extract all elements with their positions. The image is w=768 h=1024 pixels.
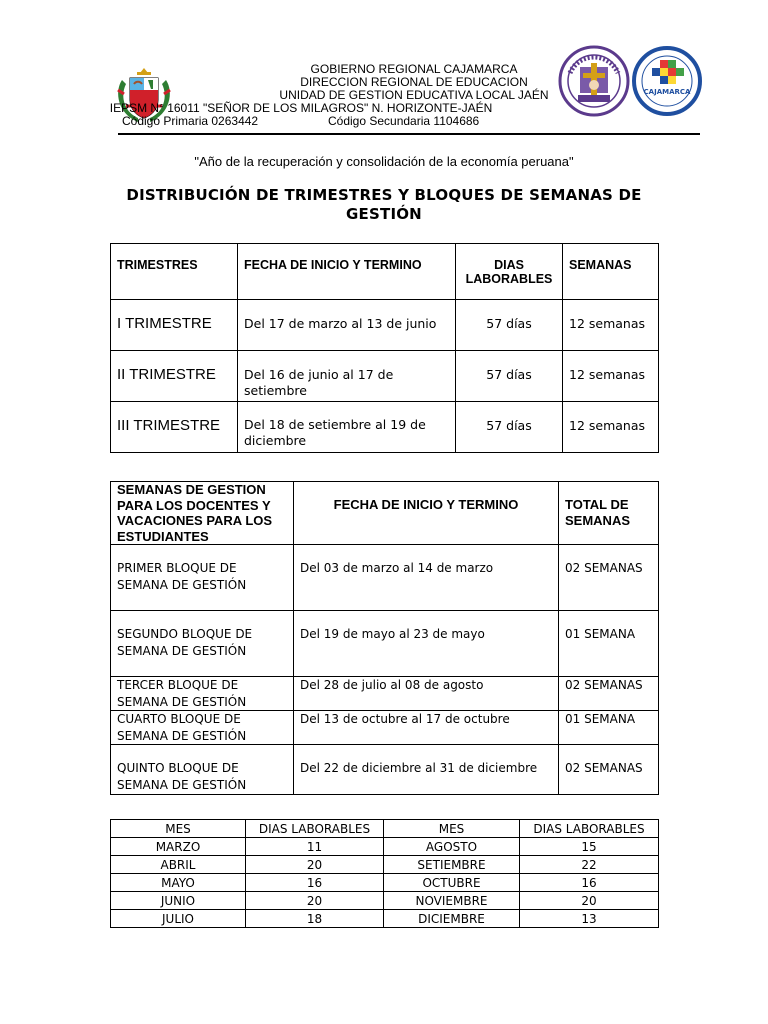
mes-cell: MARZO [111, 838, 246, 856]
bloque-total: 02 SEMANAS [559, 545, 659, 611]
trimestre-days: 57 días [456, 300, 563, 351]
header-fecha: FECHA DE INICIO Y TERMINO [294, 482, 559, 545]
header-mes: MES [384, 820, 520, 838]
bloque-total: 01 SEMANA [559, 711, 659, 745]
table-row [111, 910, 659, 928]
trimestre-name: I TRIMESTRE [111, 300, 238, 351]
bloque-dates: Del 03 de marzo al 14 de marzo [294, 545, 559, 611]
table-header-row [111, 482, 659, 545]
dias-cell: 13 [520, 910, 659, 928]
bloque-name: CUARTO BLOQUE DE SEMANA DE GESTIÓN [111, 711, 294, 745]
mes-cell: MAYO [111, 874, 246, 892]
header-divider [118, 133, 700, 135]
ugel-cajamarca-logo-icon [632, 46, 702, 116]
table-row [111, 677, 659, 711]
trimestre-dates: Del 16 de junio al 17 de setiembre [238, 351, 456, 402]
mes-cell: OCTUBRE [384, 874, 520, 892]
dias-cell: 15 [520, 838, 659, 856]
header-dias: DIAS LABORABLES [456, 244, 563, 300]
header-semanas-gestion: SEMANAS DE GESTION PARA LOS DOCENTES Y VACACIONES PARA LOS ESTUDIANTES [111, 482, 294, 545]
trimestre-days: 57 días [456, 402, 563, 453]
table-row [111, 892, 659, 910]
table-row [111, 711, 659, 745]
header-dias: DIAS LABORABLES [520, 820, 659, 838]
mes-cell: SETIEMBRE [384, 856, 520, 874]
table-row [111, 300, 659, 351]
trimestre-days: 57 días [456, 351, 563, 402]
code-primary: Código Primaria 0263442 [122, 114, 259, 128]
header-line-government: GOBIERNO REGIONAL CAJAMARCA [310, 62, 518, 76]
mes-cell: DICIEMBRE [384, 910, 520, 928]
bloque-name: SEGUNDO BLOQUE DE SEMANA DE GESTIÓN [111, 611, 294, 677]
table-header-row [111, 820, 659, 838]
mes-cell: JULIO [111, 910, 246, 928]
table-row [111, 874, 659, 892]
bloque-total: 01 SEMANA [559, 611, 659, 677]
bloque-total: 02 SEMANAS [559, 677, 659, 711]
year-motto: "Año de la recuperación y consolidación de la economía peruana" [194, 154, 574, 169]
bloque-dates: Del 19 de mayo al 23 de mayo [294, 611, 559, 677]
trimestre-name: II TRIMESTRE [111, 351, 238, 402]
header-line-school: IEPSM N° 16011 "SEÑOR DE LOS MILAGROS" N. HORIZONTE-JAÉN [109, 101, 493, 115]
header-total: TOTAL DE SEMANAS [559, 482, 659, 545]
table-row [111, 351, 659, 402]
mes-cell: AGOSTO [384, 838, 520, 856]
table-row [111, 745, 659, 795]
trimestre-weeks: 12 semanas [563, 351, 659, 402]
header-dias: DIAS LABORABLES [246, 820, 384, 838]
header-fecha: FECHA DE INICIO Y TERMINO [238, 244, 456, 300]
bloque-name: QUINTO BLOQUE DE SEMANA DE GESTIÓN [111, 745, 294, 795]
header-line-direction: DIRECCION REGIONAL DE EDUCACION [300, 75, 528, 89]
bloque-name: PRIMER BLOQUE DE SEMANA DE GESTIÓN [111, 545, 294, 611]
dias-cell: 16 [520, 874, 659, 892]
trimestre-dates: Del 18 de setiembre al 19 de diciembre [238, 402, 456, 453]
bloques-table [110, 481, 659, 795]
school-seal-icon [558, 45, 630, 117]
header-line-ugel: UNIDAD DE GESTION EDUCATIVA LOCAL JAÉN [279, 88, 549, 102]
dias-cell: 20 [246, 892, 384, 910]
dias-cell: 18 [246, 910, 384, 928]
mes-cell: JUNIO [111, 892, 246, 910]
header-semanas: SEMANAS [563, 244, 659, 300]
bloque-dates: Del 28 de julio al 08 de agosto [294, 677, 559, 711]
bloque-dates: Del 22 de diciembre al 31 de diciembre [294, 745, 559, 795]
header-mes: MES [111, 820, 246, 838]
trimestre-weeks: 12 semanas [563, 300, 659, 351]
trimestres-table [110, 243, 659, 453]
mes-cell: NOVIEMBRE [384, 892, 520, 910]
header-trimestres: TRIMESTRES [111, 244, 238, 300]
meses-table [110, 819, 659, 928]
trimestre-weeks: 12 semanas [563, 402, 659, 453]
bloque-total: 02 SEMANAS [559, 745, 659, 795]
bloque-name: TERCER BLOQUE DE SEMANA DE GESTIÓN [111, 677, 294, 711]
dias-cell: 22 [520, 856, 659, 874]
table-row [111, 856, 659, 874]
trimestre-name: III TRIMESTRE [111, 402, 238, 453]
table-row [111, 611, 659, 677]
table-header-row [111, 244, 659, 300]
table-row [111, 838, 659, 856]
dias-cell: 16 [246, 874, 384, 892]
dias-cell: 11 [246, 838, 384, 856]
code-secondary: Código Secundaria 1104686 [328, 114, 480, 128]
logo-text: CAJAMARCA [643, 88, 691, 96]
table-row [111, 545, 659, 611]
dias-cell: 20 [246, 856, 384, 874]
mes-cell: ABRIL [111, 856, 246, 874]
trimestre-dates: Del 17 de marzo al 13 de junio [238, 300, 456, 351]
table-row [111, 402, 659, 453]
page-title: DISTRIBUCIÓN DE TRIMESTRES Y BLOQUES DE SEMANAS DE GESTIÓN [126, 186, 642, 223]
dias-cell: 20 [520, 892, 659, 910]
bloque-dates: Del 13 de octubre al 17 de octubre [294, 711, 559, 745]
